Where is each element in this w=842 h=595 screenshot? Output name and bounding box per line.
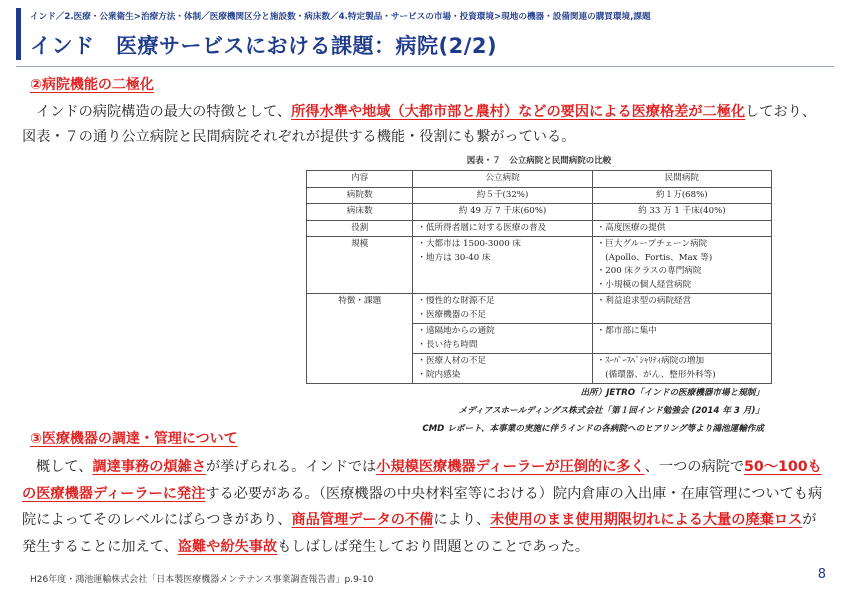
paragraph-hospital-polarization (22, 100, 830, 150)
table-row-label: 病院数 (307, 187, 413, 204)
table-row (307, 187, 772, 204)
table-cell-line: (循環器、がん、整形外科等) (596, 369, 716, 380)
table-row (307, 237, 772, 294)
highlighted-text: 50～100もの医療機器ディーラーに発注 (22, 459, 822, 502)
table-cell-line: ・利益追求型の病院経営 (596, 296, 692, 306)
table-caption: 図表・７ 公立病院と民間病院の比較 (466, 156, 612, 166)
table-cell-line: ・200 床クラスの専門病院 (596, 266, 702, 276)
highlighted-text: 商品管理データの不備 (291, 512, 434, 528)
table-cell-private: 約 33 万 1 千床(40%) (592, 204, 771, 221)
table-source-line: メディアスホールディングス株式会社「第１回インド勉強会 (2014 年 3 月)」 (458, 406, 764, 416)
table-row-label: 規模 (307, 237, 413, 294)
table-cell-private (592, 324, 771, 354)
table-cell-public (413, 294, 592, 324)
table-header-cell: 公立病院 (413, 171, 592, 188)
table-source-line: CMD レポート、本事業の実施に伴うインドの各病院へのヒアリング等より鴻池運輸作成 (422, 424, 764, 434)
highlighted-text: 調達事務の煩雑さ (92, 459, 206, 475)
header-divider (16, 66, 834, 67)
table-cell-public (413, 354, 592, 384)
page-number: 8 (817, 567, 826, 582)
footer-source: H26年度・鴻池運輸株式会社「日本製医療機器メンテナンス事業調査報告書」p.9-10 (30, 575, 374, 585)
table-cell-line: ・長い待ち時間 (417, 339, 478, 350)
title-accent-bar (16, 8, 21, 60)
table-cell-public (413, 237, 592, 294)
public-private-comparison-table (306, 170, 772, 384)
table-cell-line: ・医療人材の不足 (417, 356, 487, 366)
table-cell-public (413, 324, 592, 354)
page-title: インド 医療サービスにおける課題：病院(2/2) (30, 34, 498, 58)
paragraph-text: が挙げられる。インドでは (205, 459, 377, 475)
table-cell-public: 約５千(32%) (413, 187, 592, 204)
table-row-label: 特徴・課題 (307, 294, 413, 384)
table-cell-line: ・院内感染 (417, 369, 461, 380)
table-cell-private (592, 237, 771, 294)
paragraph-text: 概して、 (36, 459, 93, 475)
table-cell-public: 約 49 万 7 千床(60%) (413, 204, 592, 221)
table-cell-line: ・都市部に集中 (596, 326, 657, 336)
table-header-row (307, 171, 772, 188)
slide-header (0, 0, 842, 66)
section-heading-hospital-polarization: ②病院機能の二極化 (30, 77, 154, 93)
breadcrumb: インド／2.医療・公衆衛生>治療方法・体制／医療機関区分と施設数・病床数／4.特定製品・サービスの市場・投資環境>現地の機器・設備関連の購買環境,課題 (30, 12, 651, 22)
paragraph-text: する必要がある。（医療機器の中央材料室等における）院内倉庫の入出庫・在庫管理についても病院によってそのレベルにばらつきがあり、 (22, 485, 823, 528)
paragraph-text: が発生することに加えて、 (22, 512, 817, 555)
table-cell-private: ・高度医療の提供 (592, 220, 771, 237)
comparison-table-figure (306, 154, 772, 384)
table-cell-line: ・慢性的な財源不足 (417, 296, 495, 306)
table-cell-line: ・巨大グループチェーン病院 (596, 239, 708, 249)
section-heading-device-procurement: ③医療機器の調達・管理について (30, 431, 238, 447)
table-cell-line: ・医療機器の不足 (417, 309, 487, 320)
table-row (307, 220, 772, 237)
paragraph-text: もしばしば発生しており問題とのことであった。 (277, 538, 590, 555)
highlighted-text: 小規模医療機器ディーラーが圧倒的に多く (376, 459, 645, 475)
paragraph-device-procurement (22, 454, 830, 560)
table-cell-line: ・地方は 30-40 床 (417, 252, 491, 263)
paragraph-text: インドの病院構造の最大の特徴として、 (36, 104, 292, 120)
table-source-line: 出所）JETRO「インドの医療機器市場と規制」 (580, 388, 764, 398)
table-row-label: 病床数 (307, 204, 413, 221)
table-cell-private (592, 294, 771, 324)
table-row (307, 204, 772, 221)
table-cell-line: ・大都市は 1500-3000 床 (417, 239, 522, 249)
paragraph-text: しており、図表・７の通り公立病院と民間病院それぞれが提供する機能・役割にも繋がっている。 (22, 104, 817, 145)
paragraph-text: により、 (433, 512, 491, 528)
table-cell-private: 約１万(68%) (592, 187, 771, 204)
highlighted-text: 盗難や紛失事故 (177, 538, 278, 555)
paragraph-text: 、一つの病院で (644, 459, 745, 475)
table-cell-line: (Apollo、Fortis、Max 等) (596, 252, 713, 263)
table-row-label: 役割 (307, 220, 413, 237)
table-cell-private (592, 354, 771, 384)
table-header-cell: 民間病院 (592, 171, 771, 188)
table-header-cell: 内容 (307, 171, 413, 188)
table-cell-public: ・低所得者層に対する医療の普及 (413, 220, 592, 237)
table-cell-line: ・小規模の個人経営病院 (596, 279, 692, 290)
table-row (307, 294, 772, 324)
table-cell-line: ・ｽｰﾊﾟｰｽﾍﾟｼｬﾘﾃｨ病院の増加 (596, 356, 705, 366)
highlighted-text: 未使用のまま使用期限切れによる大量の廃棄ロス (490, 512, 803, 528)
highlighted-text: 所得水準や地域（大都市部と農村）などの要因による医療格差が二極化 (291, 104, 746, 120)
table-cell-line: ・遠隔地からの通院 (417, 326, 495, 336)
